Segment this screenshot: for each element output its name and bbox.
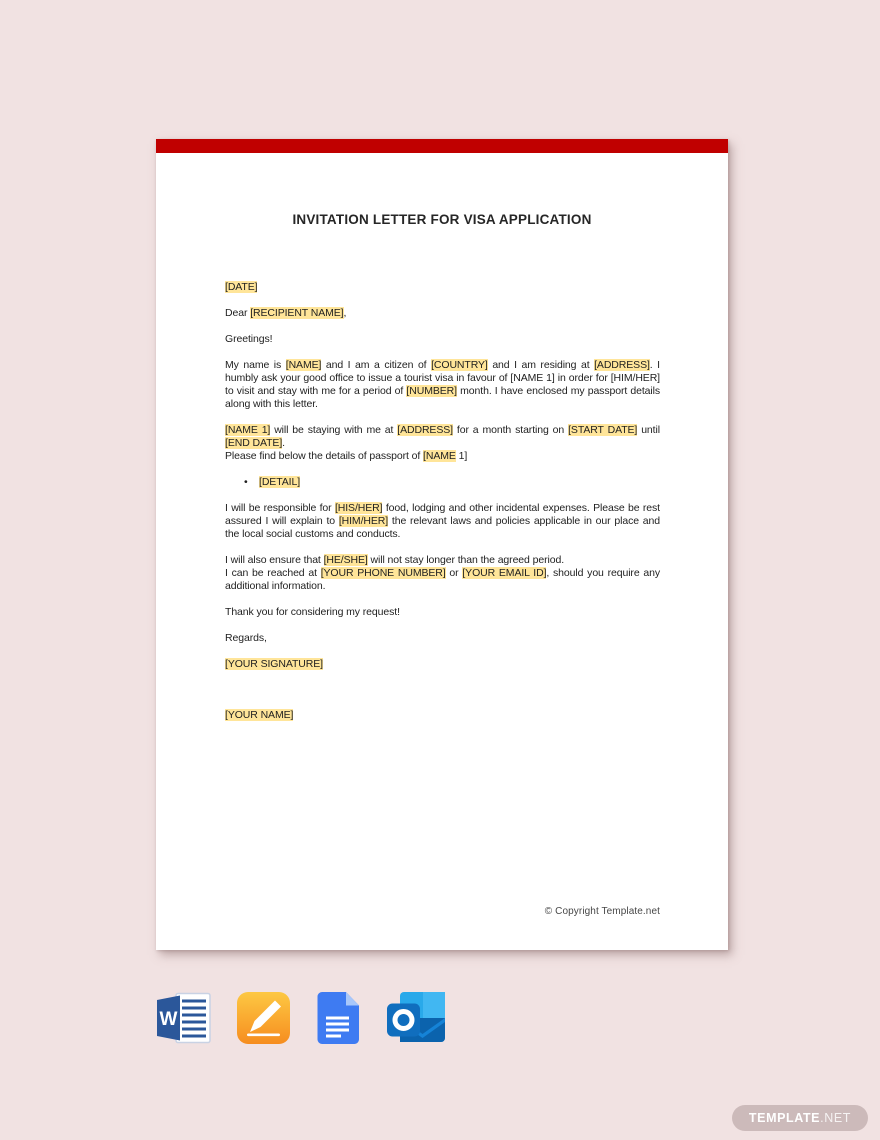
- placeholder-field: [ADDRESS]: [397, 424, 453, 436]
- accent-bar: [156, 139, 728, 153]
- letter-text: and I am a citizen of: [321, 359, 432, 371]
- placeholder-field: [RECIPIENT NAME]: [250, 307, 344, 319]
- letter-text: Regards,: [225, 632, 267, 644]
- letter-text: for a month starting on: [452, 424, 569, 436]
- letter-text: food, lodging and other incidental expenses. Please be rest assured I will explain to: [225, 502, 660, 527]
- placeholder-field: [NAME]: [285, 359, 322, 371]
- google-docs-icon[interactable]: [315, 992, 362, 1049]
- letter-text: My name is: [225, 359, 286, 371]
- letter-text: month. I have enclosed my passport details along with this letter.: [225, 385, 660, 410]
- svg-text:W: W: [159, 1009, 178, 1030]
- microsoft-word-icon[interactable]: [155, 992, 212, 1049]
- placeholder-field: [HIS/HER]: [334, 502, 383, 514]
- letter-bullet-item: [225, 476, 660, 489]
- placeholder-field: [START DATE]: [568, 424, 638, 436]
- apple-pages-icon[interactable]: [237, 992, 290, 1049]
- letter-paragraph: [225, 658, 660, 671]
- placeholder-field: [NAME 1]: [225, 424, 271, 436]
- placeholder-field: [YOUR EMAIL ID]: [462, 567, 547, 579]
- letter-page: [156, 139, 728, 950]
- placeholder-field: [ADDRESS]: [594, 359, 650, 371]
- letter-text: the relevant laws and policies applicable in our place and the local social customs and conducts.: [225, 515, 660, 540]
- watermark-suffix-text: .NET: [820, 1111, 851, 1125]
- microsoft-outlook-icon[interactable]: [387, 992, 449, 1049]
- placeholder-field: [NAME: [423, 450, 456, 462]
- letter-body: [225, 281, 660, 722]
- placeholder-field: [HIM/HER]: [338, 515, 389, 527]
- copyright-text: © Copyright Template.net: [544, 906, 660, 917]
- letter-paragraph: [225, 281, 660, 294]
- letter-text: Greetings!: [225, 333, 273, 345]
- letter-text: I can be reached at: [225, 567, 321, 579]
- placeholder-field: [DATE]: [225, 281, 258, 293]
- letter-title: INVITATION LETTER FOR VISA APPLICATION: [292, 212, 592, 227]
- letter-text: I will be responsible for: [225, 502, 335, 514]
- letter-text: . I humbly ask your good office to issue a tourist visa in favour of [NAME 1] in order for [HIM/HER] to visit and stay with me for a period of: [225, 359, 660, 397]
- letter-text: until: [637, 424, 660, 436]
- letter-paragraph: [225, 709, 660, 722]
- letter-text: Thank you for considering my request!: [225, 606, 400, 618]
- letter-text: ,: [343, 307, 347, 319]
- placeholder-field: [COUNTRY]: [431, 359, 488, 371]
- placeholder-field: [YOUR NAME]: [225, 709, 294, 721]
- letter-text: 1]: [455, 450, 468, 462]
- letter-paragraph: [225, 554, 660, 593]
- app-icons-row: [155, 992, 449, 1049]
- letter-text: , should you require any additional information.: [225, 567, 660, 592]
- placeholder-field: [NUMBER]: [406, 385, 457, 397]
- placeholder-field: [YOUR PHONE NUMBER]: [320, 567, 446, 579]
- letter-paragraph: [225, 424, 660, 463]
- letter-paragraph: [225, 632, 660, 645]
- letter-paragraph: [225, 502, 660, 541]
- placeholder-field: [END DATE]: [225, 437, 283, 449]
- letter-paragraph: [225, 359, 660, 411]
- letter-text: or: [445, 567, 463, 579]
- letter-text: will not stay longer than the agreed period.: [367, 554, 565, 566]
- watermark-brand-text: TEMPLATE: [748, 1111, 821, 1125]
- letter-text: I will also ensure that: [225, 554, 324, 566]
- letter-text: will be staying with me at: [270, 424, 398, 436]
- letter-paragraph: [225, 606, 660, 619]
- letter-paragraph: [225, 333, 660, 346]
- placeholder-field: [DETAIL]: [259, 476, 301, 488]
- letter-text: .: [282, 437, 285, 449]
- placeholder-field: [HE/SHE]: [323, 554, 368, 566]
- letter-paragraph: [225, 307, 660, 320]
- templatenet-watermark-badge: [732, 1105, 868, 1131]
- letter-text: Dear: [225, 307, 251, 319]
- letter-text: Please find below the details of passport of: [225, 450, 424, 462]
- letter-text: and I am residing at: [487, 359, 595, 371]
- placeholder-field: [YOUR SIGNATURE]: [225, 658, 323, 670]
